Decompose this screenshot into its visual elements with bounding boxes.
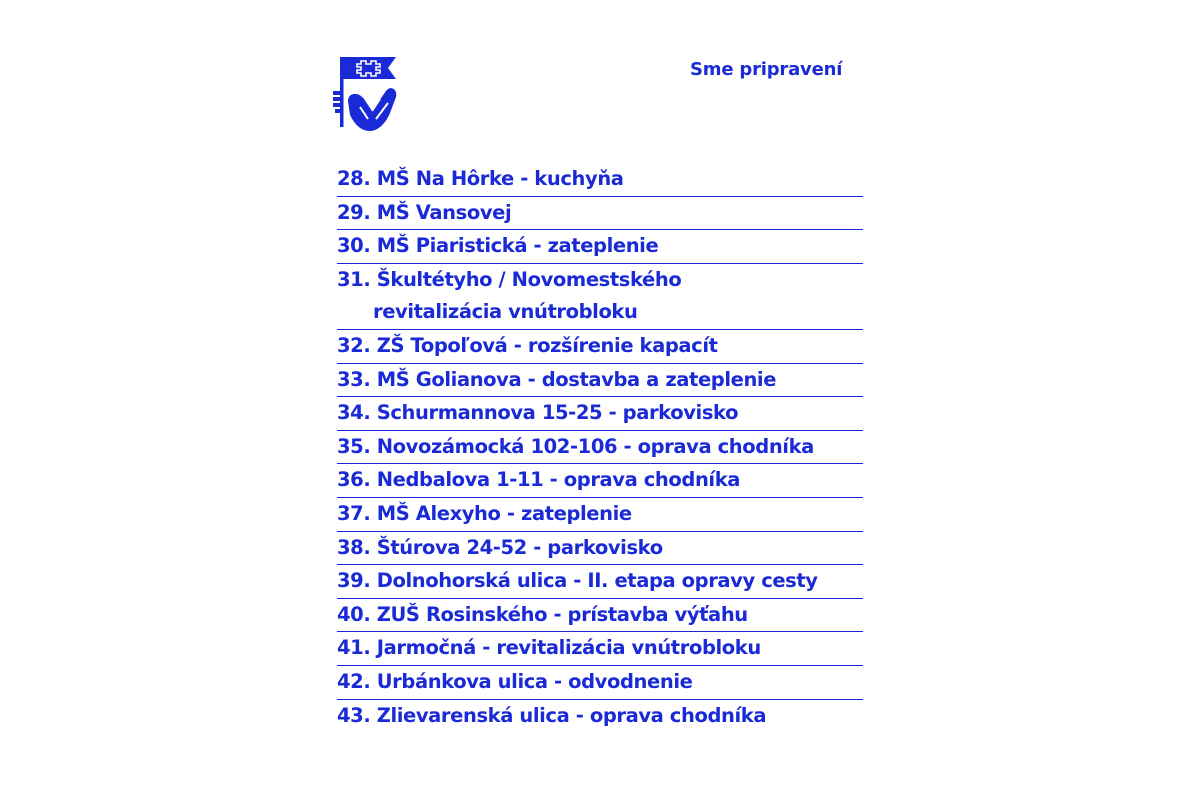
- list-item-label: 34. Schurmannova 15-25 - parkovisko: [337, 401, 739, 425]
- list-item: [337, 532, 863, 566]
- list-item-label: 31. Škultétyho / Novomestského: [337, 267, 682, 291]
- list-item-label: 37. MŠ Alexyho - zateplenie: [337, 501, 632, 525]
- list-item: [337, 666, 863, 700]
- list-item: [337, 163, 863, 197]
- list-item-label: 42. Urbánkova ulica - odvodnenie: [337, 669, 693, 693]
- list-item: [337, 397, 863, 431]
- list-item: [337, 599, 863, 633]
- list-item-label: 43. Zlievarenská ulica - oprava chodníka: [337, 703, 767, 727]
- list-item-label: 41. Jarmočná - revitalizácia vnútrobloku: [337, 636, 761, 660]
- list-item-label: 28. MŠ Na Hôrke - kuchyňa: [337, 167, 624, 190]
- list-item: [337, 464, 863, 498]
- list-item-label: 36. Nedbalova 1-11 - oprava chodníka: [337, 468, 741, 492]
- coat-of-arms-icon: [332, 55, 400, 135]
- list-item: [337, 230, 863, 264]
- list-item: [337, 431, 863, 465]
- project-list: [337, 163, 863, 732]
- list-item-label: 38. Štúrova 24-52 - parkovisko: [337, 535, 663, 559]
- list-item: [337, 565, 863, 599]
- list-item: [337, 498, 863, 532]
- list-item-label: 29. MŠ Vansovej: [337, 200, 512, 224]
- list-item: [337, 264, 863, 330]
- list-item: [337, 364, 863, 398]
- list-item: [337, 330, 863, 364]
- page-tagline: Sme pripravení: [690, 59, 843, 80]
- list-item-label: 39. Dolnohorská ulica - II. etapa opravy cesty: [337, 569, 818, 593]
- list-item-label: 35. Novozámocká 102-106 - oprava chodníka: [337, 434, 814, 458]
- list-item-label-continued: revitalizácia vnútrobloku: [373, 300, 638, 324]
- list-item-label: 30. MŠ Piaristická - zateplenie: [337, 234, 659, 258]
- list-item-label: 40. ZUŠ Rosinského - prístavba výťahu: [337, 602, 748, 626]
- list-item-label: 32. ZŠ Topoľová - rozšírenie kapacít: [337, 333, 718, 357]
- list-item: [337, 700, 863, 733]
- list-item-label: 33. MŠ Golianova - dostavba a zateplenie: [337, 367, 777, 391]
- list-item: [337, 632, 863, 666]
- list-item: [337, 197, 863, 231]
